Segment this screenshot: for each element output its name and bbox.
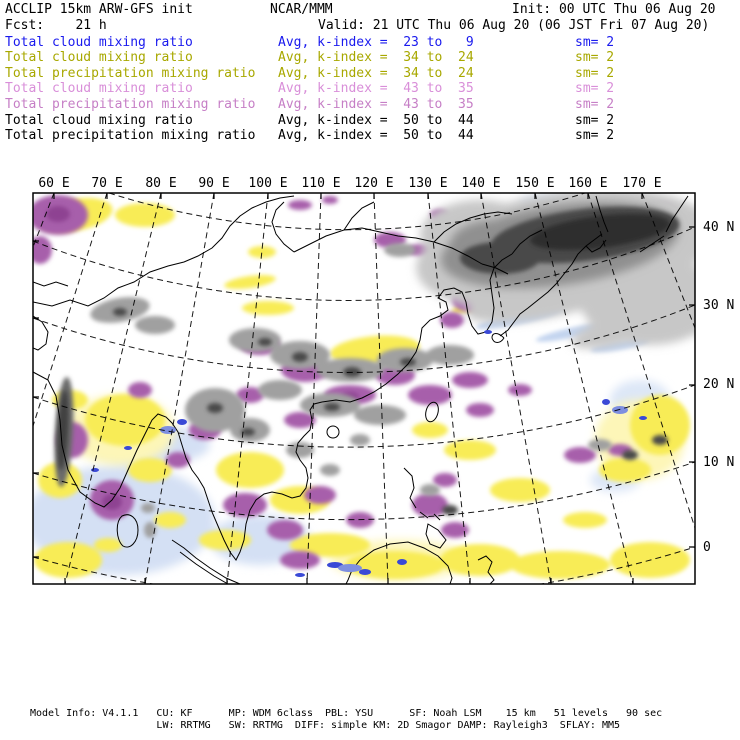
lon-label: 80 E xyxy=(145,176,177,191)
center-title: NCAR/MMM xyxy=(270,2,333,17)
legend-field: Total cloud mixing ratio xyxy=(5,112,193,128)
legend-smooth: sm= 2 xyxy=(575,65,615,81)
legend-stat: Avg, k-index = 34 to 24 xyxy=(278,65,474,81)
lon-label: 90 E xyxy=(198,176,230,191)
lat-label: 30 N xyxy=(703,298,735,313)
valid-time: Valid: 21 UTC Thu 06 Aug 20 (06 JST Fri 07 Aug 20) xyxy=(318,17,710,33)
legend-stat: Avg, k-index = 23 to 9 xyxy=(278,34,474,50)
legend-field: Total cloud mixing ratio xyxy=(5,81,193,97)
legend-stat: Avg, k-index = 43 to 35 xyxy=(278,96,474,112)
lon-label: 70 E xyxy=(91,176,123,191)
lat-label: 20 N xyxy=(703,377,735,392)
legend-smooth: sm= 2 xyxy=(575,81,615,97)
forecast-hour: Fcst: 21 h xyxy=(5,17,107,33)
model-title: ACCLIP 15km ARW-GFS init xyxy=(5,2,193,17)
legend-field: Total precipitation mixing ratio xyxy=(5,65,256,81)
legend-smooth: sm= 2 xyxy=(575,50,615,66)
lon-label: 150 E xyxy=(515,176,555,191)
legend-smooth: sm= 2 xyxy=(575,112,615,128)
legend-stat: Avg, k-index = 34 to 24 xyxy=(278,50,474,66)
lat-label: 10 N xyxy=(703,455,735,470)
legend-field: Total cloud mixing ratio xyxy=(5,34,193,50)
legend-smooth: sm= 2 xyxy=(575,96,615,112)
lon-label: 110 E xyxy=(301,176,341,191)
lon-label: 140 E xyxy=(461,176,501,191)
lon-label: 130 E xyxy=(408,176,448,191)
lon-label: 160 E xyxy=(568,176,608,191)
legend-field: Total cloud mixing ratio xyxy=(5,50,193,66)
legend-smooth: sm= 2 xyxy=(575,34,615,50)
legend-stat: Avg, k-index = 50 to 44 xyxy=(278,128,474,144)
legend-field: Total precipitation mixing ratio xyxy=(5,128,256,144)
legend-stat: Avg, k-index = 50 to 44 xyxy=(278,112,474,128)
legend-smooth: sm= 2 xyxy=(575,128,615,144)
lon-label: 120 E xyxy=(354,176,394,191)
lon-label: 60 E xyxy=(38,176,70,191)
lat-label: 0 xyxy=(703,540,711,555)
lat-label: 40 N xyxy=(703,220,735,235)
legend-field: Total precipitation mixing ratio xyxy=(5,96,256,112)
model-info-line2: LW: RRTMG SW: RRTMG DIFF: simple KM: 2D Smagor DAMP: Rayleigh3 SFLAY: MM5 xyxy=(30,719,621,731)
legend-stat: Avg, k-index = 43 to 35 xyxy=(278,81,474,97)
lon-label: 170 E xyxy=(622,176,662,191)
init-time: Init: 00 UTC Thu 06 Aug 20 xyxy=(512,2,716,17)
model-info-line1: Model Info: V4.1.1 CU: KF MP: WDM 6class PBL: YSU SF: Noah LSM 15 km 51 levels 90 sec xyxy=(30,708,663,719)
lon-label: 100 E xyxy=(248,176,288,191)
